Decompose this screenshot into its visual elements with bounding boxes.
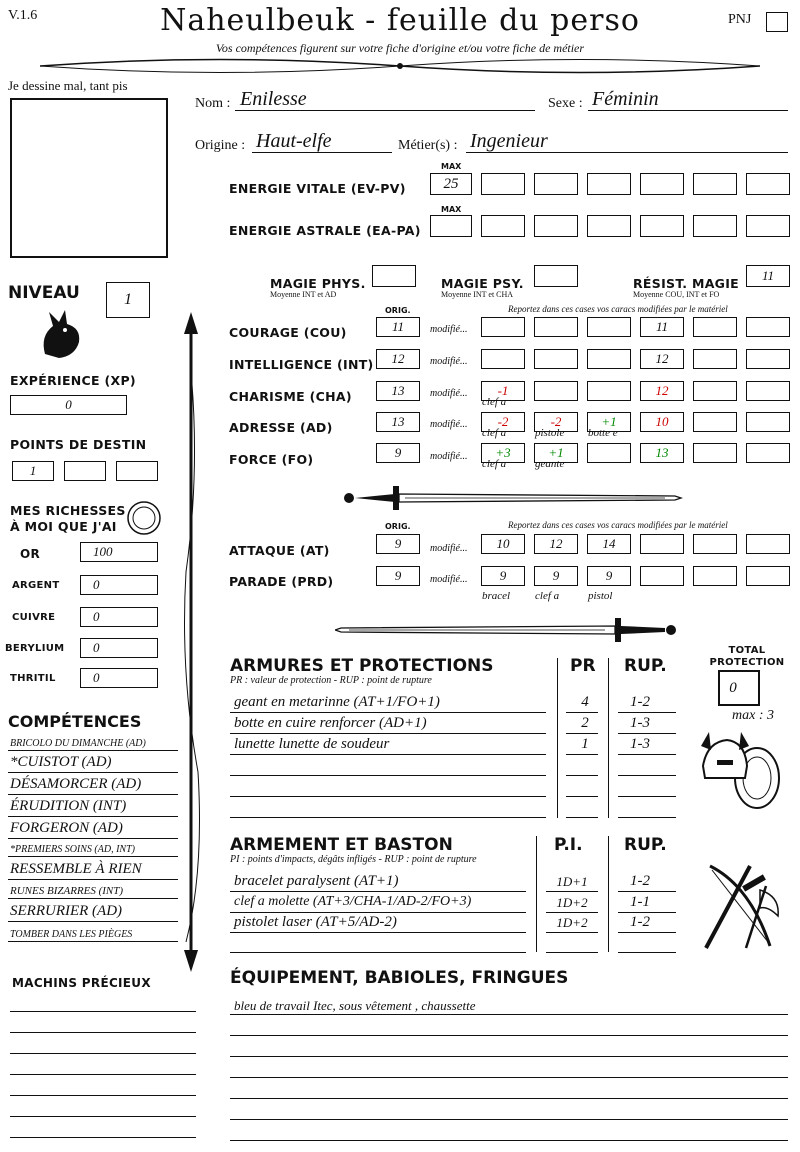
combat-caption: bracel — [482, 590, 511, 602]
thritil-label: THRITIL — [10, 673, 56, 684]
stat-mod-box[interactable] — [746, 412, 790, 432]
resist-magie-note: Moyenne COU, INT et FO — [633, 290, 720, 299]
stat-mod-box[interactable] — [587, 349, 631, 369]
armor-rup[interactable]: 1-2 — [630, 694, 650, 710]
header-ornament — [40, 55, 760, 77]
armement-pi-header: P.I. — [554, 835, 583, 855]
combat-note: Reportez dans ces cases vos caracs modifiées par le matériel — [508, 520, 728, 530]
equipement-line[interactable]: bleu de travail Itec, sous vêtement , chaussette — [234, 998, 476, 1013]
orig-label: ORIG. — [385, 306, 411, 315]
or-label: OR — [20, 547, 41, 561]
stat-mod-box[interactable] — [693, 317, 737, 337]
adresse-label: ADRESSE (AD) — [229, 420, 333, 435]
stat-mod-box[interactable]: -1 — [481, 381, 525, 401]
helmet-shield-icon — [695, 726, 785, 816]
ev-box[interactable] — [746, 173, 790, 195]
weapon-pi[interactable]: 1D+2 — [556, 895, 588, 910]
stat-mod-box[interactable] — [693, 443, 737, 463]
skill-item: RESSEMBLE À RIEN — [10, 861, 142, 877]
charisme-label: CHARISME (CHA) — [229, 389, 352, 404]
skill-item: BRICOLO DU DIMANCHE (AD) — [10, 738, 146, 749]
combat-mod-box[interactable]: 9 — [587, 566, 631, 586]
stat-mod-box[interactable] — [534, 317, 578, 337]
combat-mod-box[interactable]: 14 — [587, 534, 631, 554]
skill-item: *PREMIERS SOINS (AD, INT) — [10, 844, 135, 855]
ea-max-box[interactable] — [430, 215, 472, 237]
dragon-icon — [35, 306, 85, 362]
courage-orig-box[interactable]: 11 — [376, 317, 420, 337]
spear-ornament — [178, 312, 204, 972]
attaque-orig-box[interactable]: 9 — [376, 534, 420, 554]
sexe-label: Sexe : — [548, 96, 583, 111]
max-label: max : 3 — [732, 708, 774, 723]
skill-item: *CUISTOT (AD) — [10, 754, 112, 770]
destin-label: POINTS DE DESTIN — [10, 437, 147, 452]
berylium-label: BERYLIUM — [5, 643, 65, 654]
armures-note: PR : valeur de protection - RUP : point de rupture — [230, 675, 432, 686]
modifie-label: modifié... — [430, 451, 468, 462]
combat-mod-box[interactable] — [640, 566, 684, 586]
stat-mod-box[interactable] — [481, 349, 525, 369]
page-title: Naheulbeuk - feuille du perso — [160, 3, 640, 38]
pnj-checkbox[interactable] — [766, 12, 788, 32]
force-orig-box[interactable]: 9 — [376, 443, 420, 463]
intelligence-label: INTELLIGENCE (INT) — [229, 357, 374, 372]
ev-box[interactable] — [587, 173, 631, 195]
weapon-name[interactable]: bracelet paralysent (AT+1) — [234, 873, 399, 889]
ev-box[interactable] — [693, 173, 737, 195]
weapon-pi[interactable]: 1D+1 — [556, 874, 588, 889]
destin-box[interactable]: 1 — [12, 461, 54, 481]
ea-label: ENERGIE ASTRALE (EA-PA) — [229, 223, 421, 238]
origine-label: Origine : — [195, 138, 246, 153]
machins-title: MACHINS PRÉCIEUX — [12, 976, 151, 990]
weapon-name[interactable]: clef a molette (AT+3/CHA-1/AD-2/FO+3) — [234, 894, 472, 909]
skill-item: SERRURIER (AD) — [10, 903, 123, 919]
combat-caption: clef a — [535, 590, 560, 602]
combat-mod-box[interactable] — [746, 534, 790, 554]
competences-title: COMPÉTENCES — [8, 712, 142, 731]
or-box[interactable]: 100 — [80, 542, 158, 562]
stat-caption: clef a — [482, 427, 507, 439]
attaque-label: ATTAQUE (AT) — [229, 543, 330, 558]
skill-item: RUNES BIZARRES (INT) — [10, 885, 124, 897]
armor-name[interactable]: botte en cuire renforcer (AD+1) — [234, 715, 427, 731]
stat-mod-box[interactable]: -2 — [534, 412, 578, 432]
stat-mod-box[interactable]: 12 — [640, 381, 684, 401]
portrait-frame[interactable] — [10, 98, 168, 258]
ea-max-label: MAX — [441, 205, 462, 214]
ea-box[interactable] — [746, 215, 790, 237]
magie-phys-box[interactable] — [372, 265, 416, 287]
stat-mod-box[interactable]: 11 — [640, 317, 684, 337]
ev-label: ENERGIE VITALE (EV-PV) — [229, 181, 406, 196]
armures-pr-header: PR — [570, 656, 596, 676]
stat-mod-box[interactable] — [746, 317, 790, 337]
combat-caption: pistol — [588, 590, 613, 602]
berylium-box[interactable]: 0 — [80, 638, 158, 658]
ev-max-box[interactable]: 25 — [430, 173, 472, 195]
modifie-label: modifié... — [430, 543, 468, 554]
intelligence-orig-box[interactable]: 12 — [376, 349, 420, 369]
armor-pr[interactable]: 4 — [581, 694, 589, 710]
modifie-label: modifié... — [430, 324, 468, 335]
stat-caption: botte e — [588, 427, 618, 439]
richesses-label-2: À MOI QUE J'AI — [10, 519, 117, 534]
stat-mod-box[interactable]: +1 — [587, 412, 631, 432]
stat-mod-box[interactable] — [693, 381, 737, 401]
stat-mod-box[interactable]: +1 — [534, 443, 578, 463]
nom-label: Nom : — [195, 96, 231, 111]
niveau-label: NIVEAU — [8, 283, 80, 303]
ev-box[interactable] — [534, 173, 578, 195]
stat-caption: clef a — [482, 458, 507, 470]
ea-box[interactable] — [693, 215, 737, 237]
combat-mod-box[interactable]: 12 — [534, 534, 578, 554]
adresse-orig-box[interactable]: 13 — [376, 412, 420, 432]
stat-mod-box[interactable] — [693, 412, 737, 432]
xp-box[interactable]: 0 — [10, 395, 127, 415]
stat-mod-box[interactable]: +3 — [481, 443, 525, 463]
weapon-rup[interactable]: 1-1 — [630, 894, 650, 910]
stat-mod-box[interactable]: 13 — [640, 443, 684, 463]
armor-rup[interactable]: 1-3 — [630, 715, 650, 731]
force-label: FORCE (FO) — [229, 452, 314, 467]
magie-psy-note: Moyenne INT et CHA — [441, 290, 514, 299]
stat-mod-box[interactable]: 12 — [640, 349, 684, 369]
stat-mod-box[interactable] — [534, 381, 578, 401]
ea-box[interactable] — [534, 215, 578, 237]
ev-max-label: MAX — [441, 162, 462, 171]
richesses-label-1: MES RICHESSES — [10, 503, 126, 518]
resist-magie-label: RÉSIST. MAGIE — [633, 276, 740, 291]
combat-mod-box[interactable] — [746, 566, 790, 586]
modifie-label: modifié... — [430, 356, 468, 367]
combat-orig-label: ORIG. — [385, 522, 411, 531]
destin-box[interactable] — [64, 461, 106, 481]
combat-mod-box[interactable] — [693, 534, 737, 554]
stat-mod-box[interactable] — [587, 317, 631, 337]
total-label-1: TOTAL — [728, 645, 766, 656]
stat-mod-box[interactable]: -2 — [481, 412, 525, 432]
modifie-label: modifié... — [430, 419, 468, 430]
stat-mod-box[interactable] — [746, 443, 790, 463]
stat-caption: geante — [535, 458, 565, 470]
total-protection-box[interactable]: 0 — [718, 670, 760, 706]
armement-note: PI : points d'impacts, dégâts infligés - RUP : point de rupture — [230, 854, 477, 865]
weapon-name[interactable]: pistolet laser (AT+5/AD-2) — [234, 914, 397, 930]
armor-rup[interactable]: 1-3 — [630, 736, 650, 752]
niveau-box[interactable]: 1 — [106, 282, 150, 318]
armement-title: ARMEMENT ET BASTON — [230, 835, 453, 855]
weapon-rup[interactable]: 1-2 — [630, 914, 650, 930]
skill-item: TOMBER DANS LES PIÈGES — [10, 929, 133, 940]
skill-item: FORGERON (AD) — [10, 820, 123, 836]
armement-rup-header: RUP. — [624, 835, 667, 855]
pnj-label: PNJ — [728, 12, 752, 27]
stat-mod-box[interactable] — [693, 349, 737, 369]
resist-magie-box[interactable]: 11 — [746, 265, 790, 287]
argent-box[interactable]: 0 — [80, 575, 158, 595]
coin-icon — [126, 500, 162, 536]
combat-mod-box[interactable]: 10 — [481, 534, 525, 554]
page-subtitle: Vos compétences figurent sur votre fiche d'origine et/ou votre fiche de métier — [215, 41, 585, 55]
origine-value[interactable]: Haut-elfe — [256, 130, 332, 152]
thritil-box[interactable]: 0 — [80, 668, 158, 688]
armures-title: ARMURES ET PROTECTIONS — [230, 656, 494, 676]
stat-mod-box[interactable] — [746, 381, 790, 401]
magie-psy-label: MAGIE PSY. — [441, 276, 524, 291]
stat-mod-box[interactable]: 10 — [640, 412, 684, 432]
skill-item: DÉSAMORCER (AD) — [10, 776, 142, 792]
armures-rup-header: RUP. — [624, 656, 667, 676]
modifie-label: modifié... — [430, 574, 468, 585]
sexe-value[interactable]: Féminin — [592, 88, 659, 110]
stat-mod-box[interactable] — [746, 349, 790, 369]
version-label: V.1.6 — [8, 8, 38, 23]
destin-box[interactable] — [116, 461, 158, 481]
stats-note: Reportez dans ces cases vos caracs modifiées par le matériel — [508, 304, 728, 314]
nom-value[interactable]: Enilesse — [240, 88, 307, 110]
courage-label: COURAGE (COU) — [229, 325, 347, 340]
parade-orig-box[interactable]: 9 — [376, 566, 420, 586]
armor-name[interactable]: lunette lunette de soudeur — [234, 736, 390, 752]
magie-psy-box[interactable] — [534, 265, 578, 287]
total-label-2: PROTECTION — [709, 657, 785, 668]
skill-item: ÉRUDITION (INT) — [10, 798, 127, 814]
armor-name[interactable]: geant en metarinne (AT+1/FO+1) — [234, 694, 440, 710]
combat-mod-box[interactable]: 9 — [534, 566, 578, 586]
stat-mod-box[interactable] — [587, 443, 631, 463]
weapons-icon — [690, 856, 790, 956]
metier-value[interactable]: Ingenieur — [470, 130, 548, 152]
ea-box[interactable] — [481, 215, 525, 237]
armor-pr[interactable]: 2 — [581, 715, 589, 731]
weapon-pi[interactable]: 1D+2 — [556, 915, 588, 930]
metier-label: Métier(s) : — [398, 138, 458, 153]
cuivre-box[interactable]: 0 — [80, 607, 158, 627]
stat-caption: pistole — [535, 427, 565, 439]
magie-phys-label: MAGIE PHYS. — [270, 276, 366, 291]
magie-phys-note: Moyenne INT et AD — [270, 290, 337, 299]
cuivre-label: CUIVRE — [12, 612, 56, 623]
ea-box[interactable] — [587, 215, 631, 237]
charisme-orig-box[interactable]: 13 — [376, 381, 420, 401]
argent-label: ARGENT — [12, 580, 60, 591]
portrait-caption: Je dessine mal, tant pis — [8, 78, 128, 93]
stat-mod-box[interactable] — [481, 317, 525, 337]
parade-label: PARADE (PRD) — [229, 574, 334, 589]
stat-mod-box[interactable] — [587, 381, 631, 401]
stat-caption: clef a — [482, 396, 507, 408]
modifie-label: modifié... — [430, 388, 468, 399]
xp-label: EXPÉRIENCE (XP) — [10, 373, 136, 388]
stat-mod-box[interactable] — [534, 349, 578, 369]
ev-box[interactable] — [481, 173, 525, 195]
equipement-title: ÉQUIPEMENT, BABIOLES, FRINGUES — [230, 968, 569, 988]
sword-ornament — [335, 480, 685, 516]
sword-ornament — [335, 612, 685, 648]
combat-mod-box[interactable] — [693, 566, 737, 586]
armor-pr[interactable]: 1 — [581, 736, 589, 752]
combat-mod-box[interactable] — [640, 534, 684, 554]
ev-box[interactable] — [640, 173, 684, 195]
combat-mod-box[interactable]: 9 — [481, 566, 525, 586]
weapon-rup[interactable]: 1-2 — [630, 873, 650, 889]
ea-box[interactable] — [640, 215, 684, 237]
